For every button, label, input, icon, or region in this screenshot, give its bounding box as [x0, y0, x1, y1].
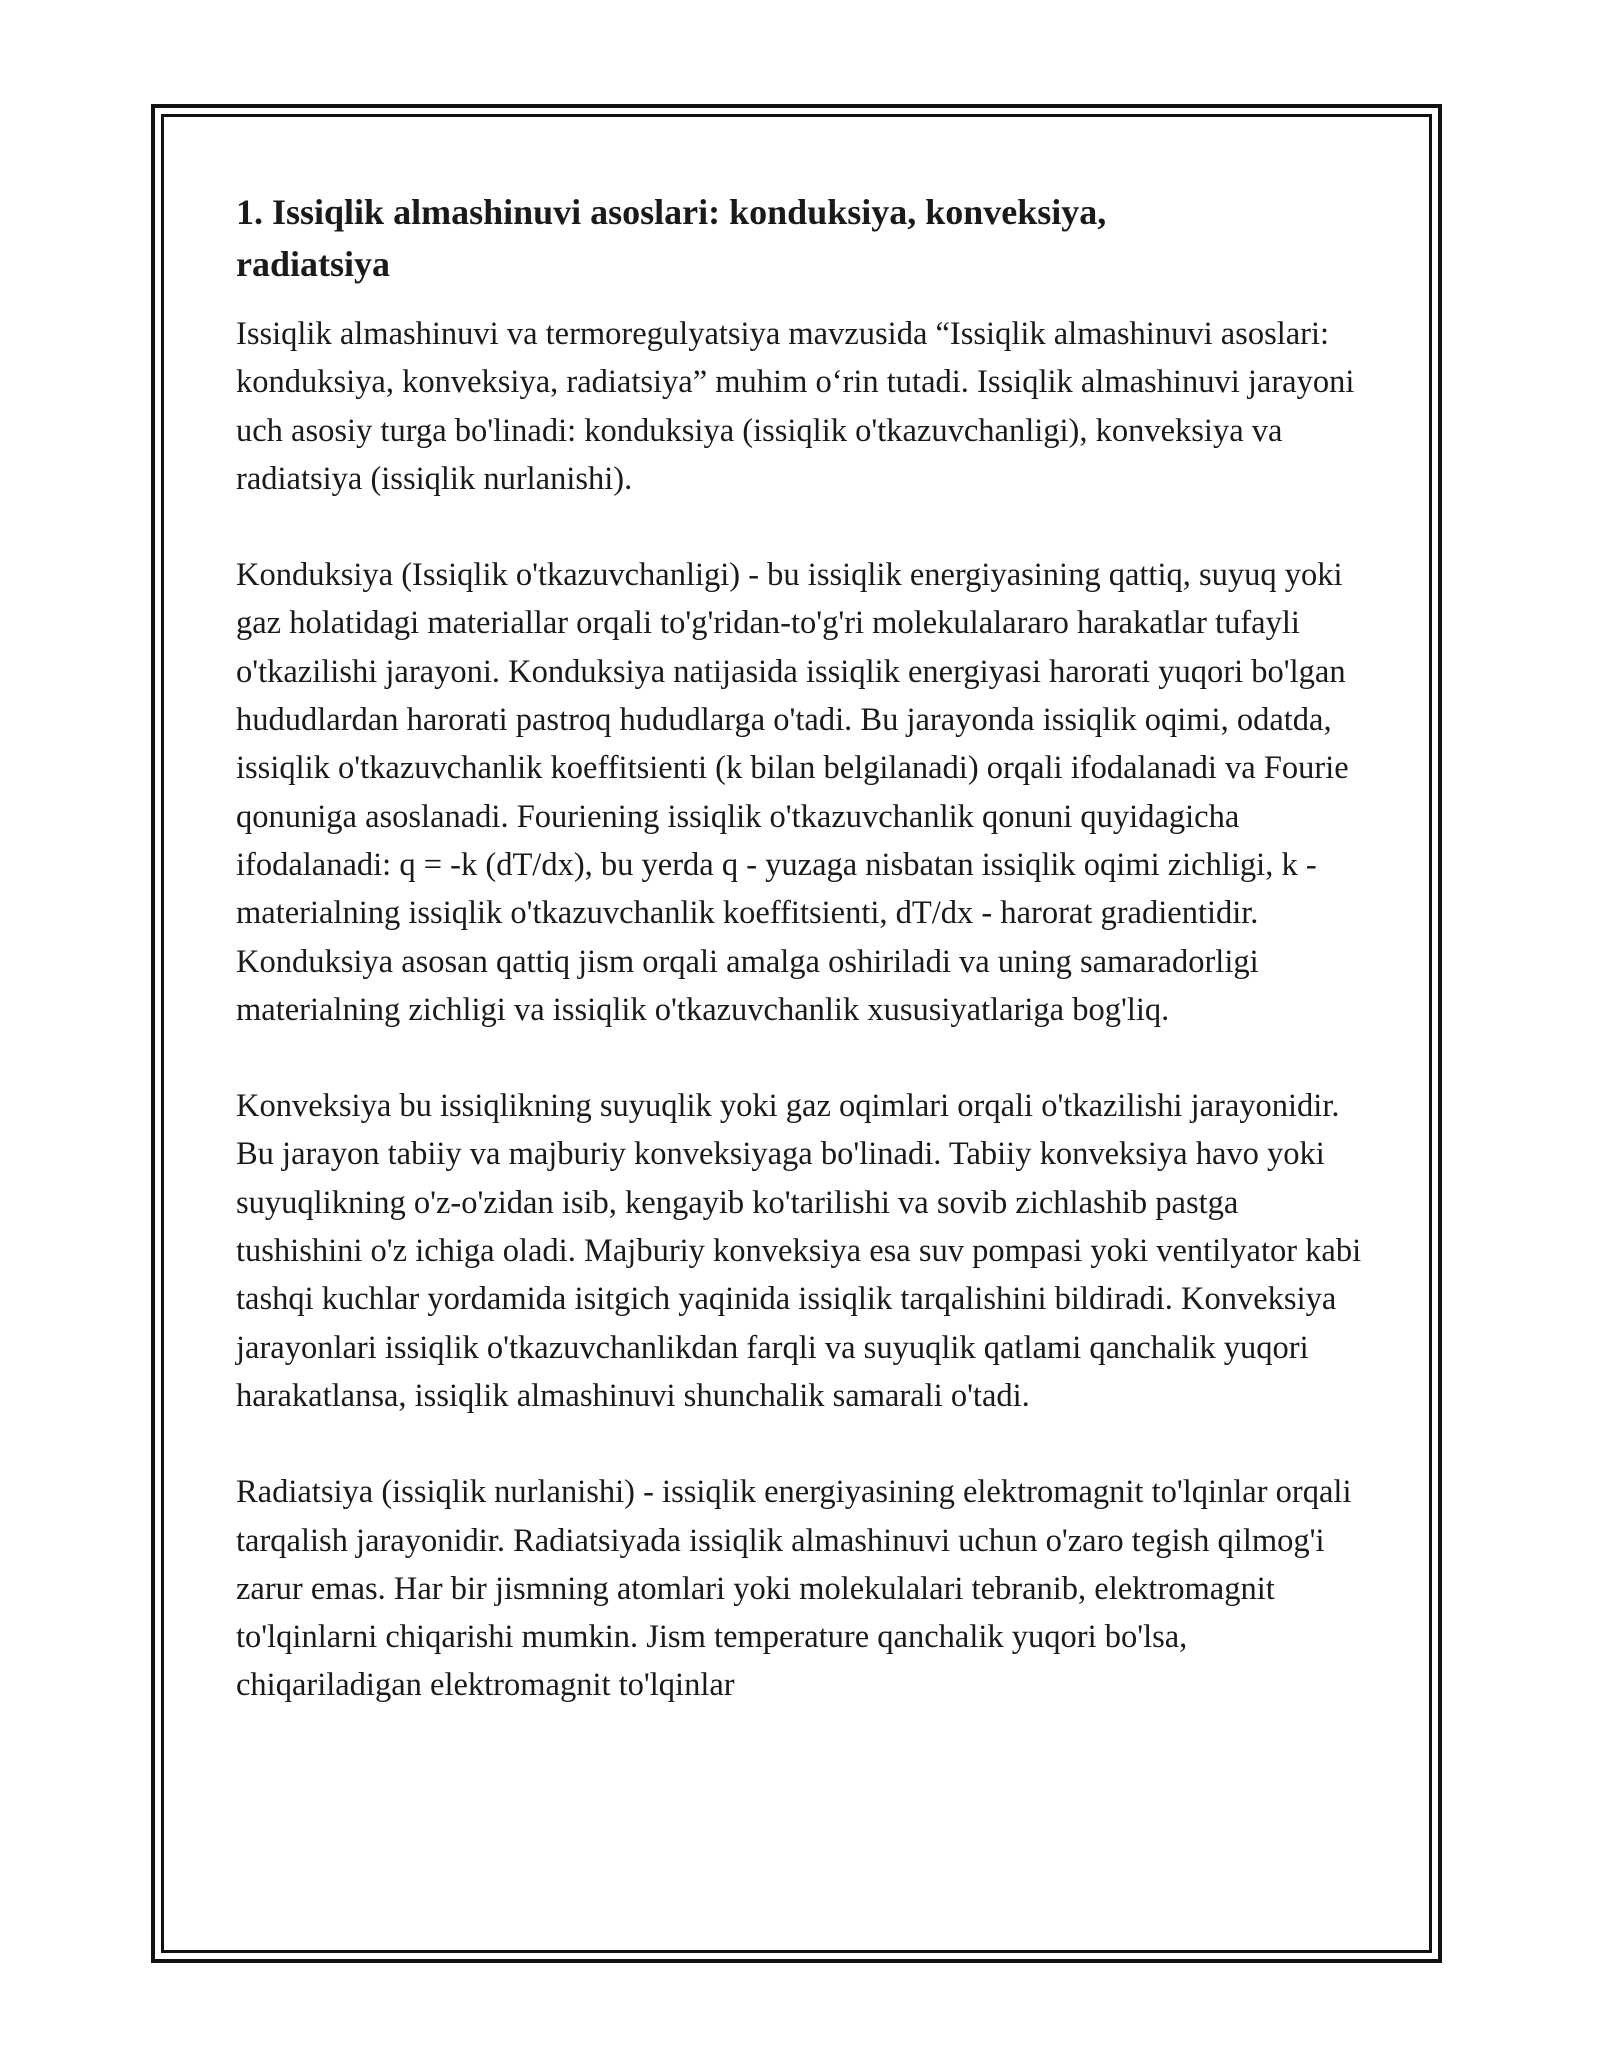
paragraph-radiatsiya: Radiatsiya (issiqlik nurlanishi) - issiqlik energiyasining elektromagnit to'lqinlar orqali tarqalish jarayonidir. Radiatsiyada issiqlik almashinuvi uchun o'zaro tegish qilmog'i zarur emas. Har bir jismning atomlari yoki molekulalari tebranib, elektromagnit to'lqinlarni chiqarishi mumkin. Jism temperature qanchalik yuqori bo'lsa, chiqariladigan elektromagnit to'lqinlar: [236, 1474, 1352, 1704]
paragraph-konveksiya: Konveksiya bu issiqlikning suyuqlik yoki gaz oqimlari orqali o'tkazilishi jarayonidir. Bu jarayon tabiiy va majburiy konveksiyaga bo'linadi. Tabiiy konveksiya havo yoki suyuqlikning o'z-o'zidan isib, kengayib ko'tarilishi va sovib zichlashib pastga tushishini o'z ichiga oladi. Majburiy konveksiya esa suv pompasi yoki ventilyator kabi tashqi kuchlar yordamida isitgich yaqinida issiqlik tarqalishini bildiradi. Konveksiya jarayonlari issiqlik o'tkazuvchanlikdan farqli va suyuqlik qatlami qanchalik yuqori harakatlansa, issiqlik almashinuvi shunchalik samarali o'tadi.: [236, 1088, 1362, 1414]
section-heading: 1. Issiqlik almashinuvi asoslari: konduksiya, konveksiya, radiatsiya: [236, 192, 1107, 284]
document-body: [236, 186, 1366, 1758]
paragraph-konduksiya: Konduksiya (Issiqlik o'tkazuvchanligi) - bu issiqlik energiyasining qattiq, suyuq yoki gaz holatidagi materiallar orqali to'g'ridan-to'g'ri molekulalararo harakatlar tufayli o'tkazilishi jarayoni. Konduksiya natijasida issiqlik energiyasi harorati yuqori bo'lgan hududlardan harorati pastroq hududlarga o'tadi. Bu jarayonda issiqlik oqimi, odatda, issiqlik o'tkazuvchanlik koeffitsienti (k bilan belgilanadi) orqali ifodalanadi va Fourie qonuniga asoslanadi. Fouriening issiqlik o'tkazuvchanlik qonuni quyidagicha ifodalanadi: q = -k (dT/dx), bu yerda q - yuzaga nisbatan issiqlik oqimi zichligi, k - materialning issiqlik o'tkazuvchanlik koeffitsienti, dT/dx - harorat gradientidir. Konduksiya asosan qattiq jism orqali amalga oshiriladi va uning samaradorligi materialning zichligi va issiqlik o'tkazuvchanlik xususiyatlariga bog'liq.: [236, 557, 1349, 1028]
paragraph-intro: Issiqlik almashinuvi va termoregulyatsiya mavzusida “Issiqlik almashinuvi asoslari: konduksiya, konveksiya, radiatsiya” muhim o‘rin tutadi. Issiqlik almashinuvi jarayoni uch asosiy turga bo'linadi: konduksiya (issiqlik o'tkazuvchanligi), konveksiya va radiatsiya (issiqlik nurlanishi).: [236, 316, 1355, 497]
